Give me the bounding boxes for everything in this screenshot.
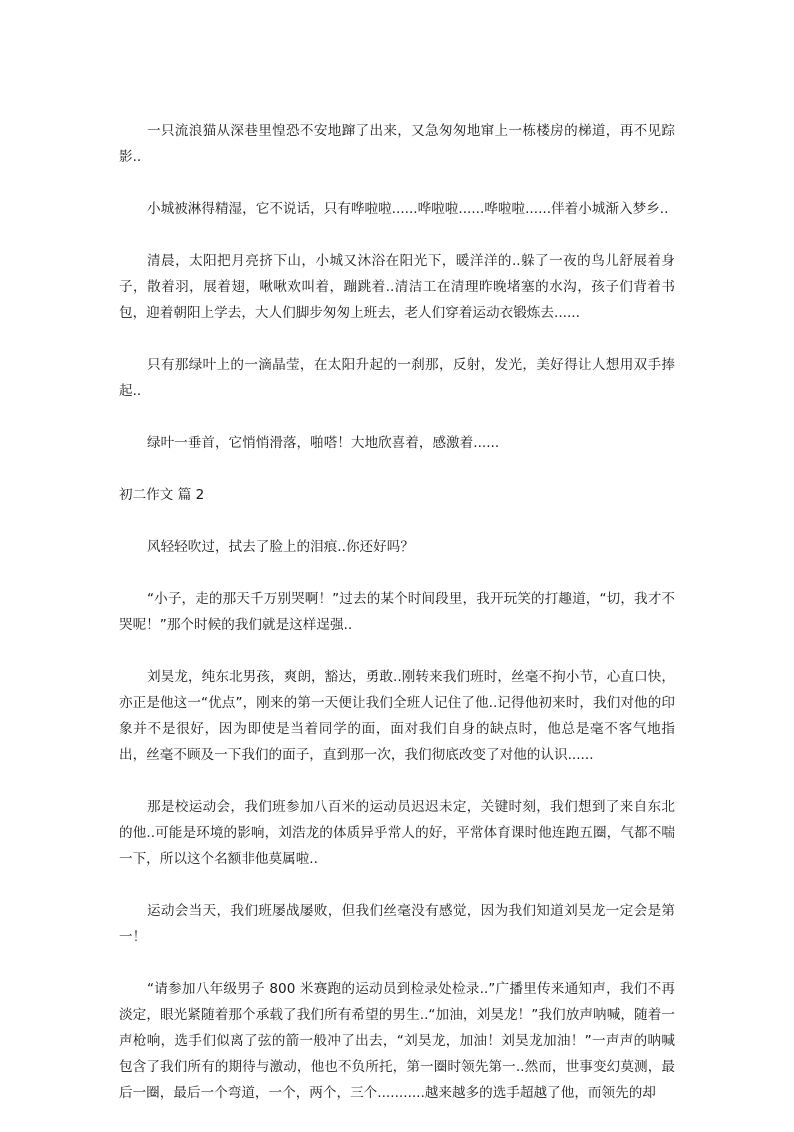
paragraph: 绿叶一垂首，它悄悄滑落，啪嗒！大地欣喜着，感激着...... [147,435,500,451]
paragraph: “请参加八年级男子 800 米赛跑的运动员到检录处检录..”广播里传来通知声，我们不再淡定，眼光紧随着那个承载了我们所有希望的男生..“加油，刘昊龙！”我们放声呐喊，随着一声枪响，选手们似离了弦的箭一般冲了出去，“刘昊龙，加油！刘昊龙加油！”一声声的呐喊包含了我们所有的期待与激动，他也不负所托，第一圈时领先第一..然而，世事变幻莫测，最后一圈，最后一个弯道，一个，两个，三个...........越来越多的选手超越了他，而领先的却 [119,981,675,1101]
paragraph: 一只流浪猫从深巷里惶恐不安地蹿了出来，又急匆匆地窜上一栋楼房的梯道，再不见踪影.. [119,123,675,165]
paragraph: 小城被淋得精湿，它不说话，只有哗啦啦......哗啦啦......哗啦啦......伴着小城渐入梦乡.. [147,201,669,217]
paragraph: 只有那绿叶上的一滴晶莹，在太阳升起的一刹那，反射，发光，美好得让人想用双手捧起.. [119,357,675,399]
paragraph: 刘昊龙，纯东北男孩，爽朗，豁达，勇敢..刚转来我们班时，丝毫不拘小节，心直口快，亦正是他这一“优点”，刚来的第一天便让我们全班人记住了他..记得他初来时，我们对他的印象并不是很好，因为即使是当着同学的面，面对我们自身的缺点时，他总是毫不客气地指出，丝毫不顾及一下我们的面子，直到那一次，我们彻底改变了对他的认识...... [119,669,675,763]
paragraph: 那是校运动会，我们班参加八百米的运动员迟迟未定，关键时刻，我们想到了来自东北的他..可能是环境的影响，刘浩龙的体质异乎常人的好，平常体育课时他连跑五圈，气都不喘一下，所以这个名额非他莫属啦.. [119,799,675,867]
paragraph: “小子，走的那天千万别哭啊！”过去的某个时间段里，我开玩笑的打趣道，“切，我才不哭呢！”那个时候的我们就是这样逞强.. [119,591,675,633]
paragraph: 运动会当天，我们班屡战屡败，但我们丝毫没有感觉，因为我们知道刘昊龙一定会是第一！ [119,903,675,945]
paragraph: 风轻轻吹过，拭去了脸上的泪痕..你还好吗？ [147,539,414,555]
section-heading: 初二作文 篇 2 [119,487,205,503]
document-page [119,118,675,1132]
paragraph: 清晨，太阳把月亮挤下山，小城又沐浴在阳光下，暖洋洋的..躲了一夜的鸟儿舒展着身子，散着羽，展着翅，啾啾欢叫着，蹦跳着..清洁工在清理昨晚堵塞的水沟，孩子们背着书包，迎着朝阳上学去，大人们脚步匆匆上班去，老人们穿着运动衣锻炼去...... [119,253,675,321]
